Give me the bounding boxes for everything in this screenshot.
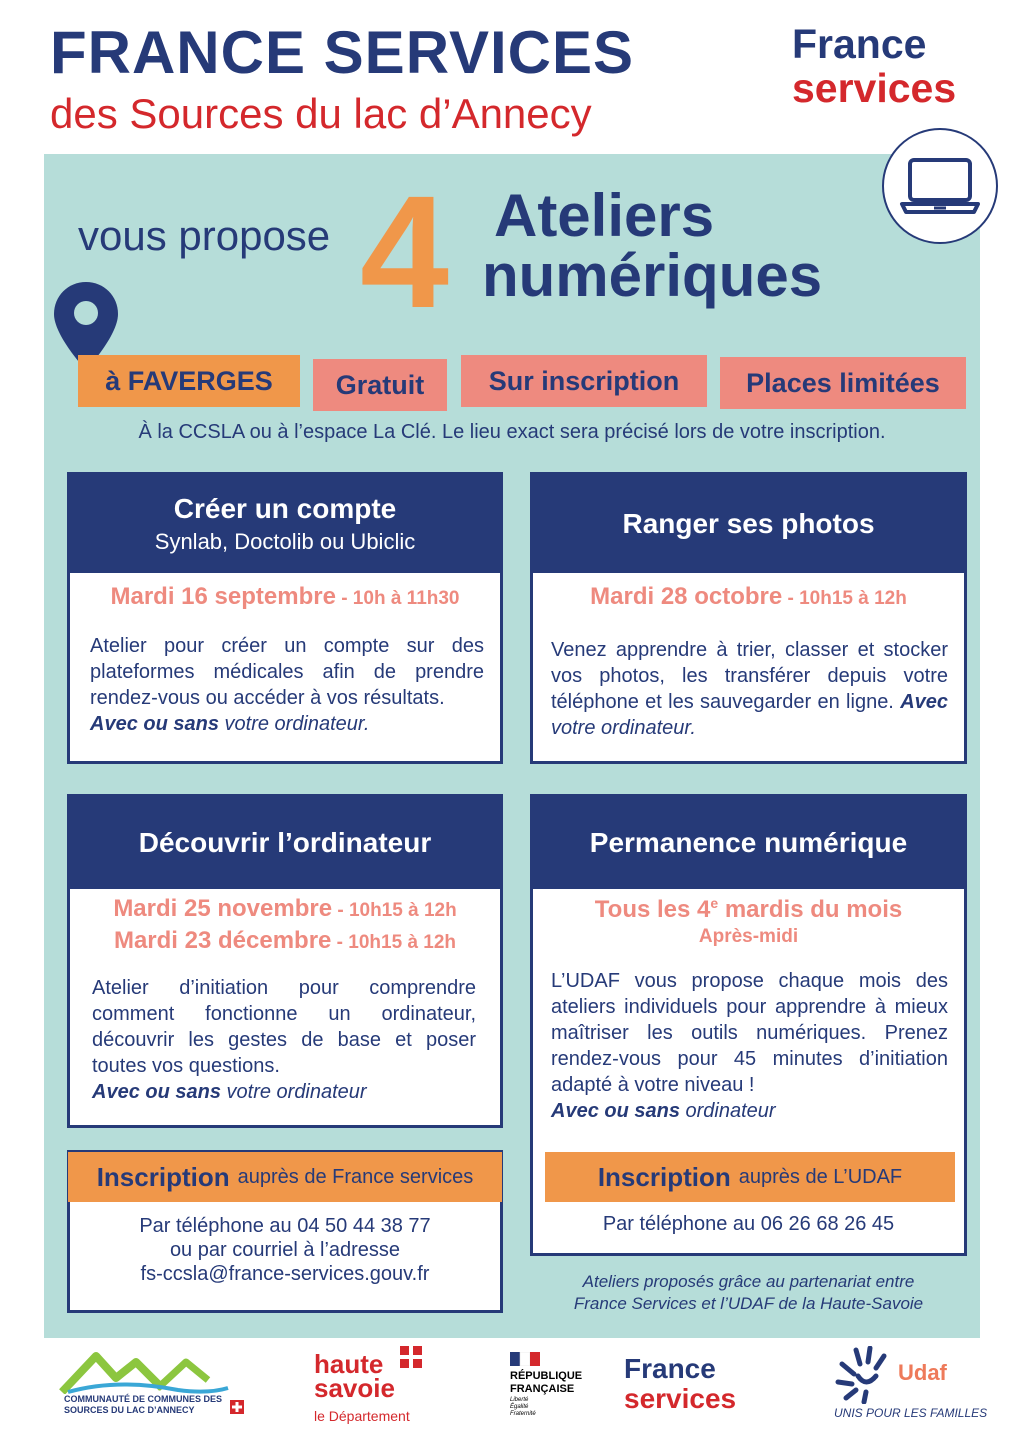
republique-francaise-logo bbox=[508, 1352, 598, 1422]
haute-savoie-wordmark bbox=[314, 1349, 395, 1403]
date-subtitle: Après-midi bbox=[698, 926, 799, 947]
savoie-cross-icon bbox=[400, 1346, 422, 1368]
udaf-name: Udaf bbox=[898, 1360, 947, 1385]
email-intro: ou par courriel à l’adresse bbox=[169, 1239, 401, 1261]
ateliers-line1: Ateliers bbox=[494, 182, 715, 249]
card-subtitle: Synlab, Doctolib ou Ubiclic bbox=[154, 529, 416, 554]
marianne-icon bbox=[510, 1352, 540, 1366]
ateliers-heading bbox=[482, 182, 823, 309]
time-label: - 10h15 à 12h bbox=[782, 588, 907, 609]
workshop-date bbox=[533, 895, 964, 924]
partner-note-line1: Ateliers proposés grâce au partenariat entre bbox=[582, 1272, 915, 1291]
free-tag: Gratuit bbox=[313, 359, 447, 411]
rf-motto-3: Fraternité bbox=[510, 1411, 536, 1417]
registration-label: Inscription bbox=[597, 1161, 731, 1192]
card-note-bold: Avec bbox=[900, 691, 948, 713]
rf-motto-1: Liberté bbox=[510, 1397, 529, 1403]
partner-note-line2: France Services et l’UDAF de la Haute-Savoie bbox=[573, 1294, 924, 1313]
email-address[interactable]: fs-ccsla@france-services.gouv.fr bbox=[140, 1263, 430, 1285]
date-label: Mardi 28 octobre bbox=[590, 583, 783, 610]
registration-bar-france-services bbox=[68, 1152, 502, 1202]
registration-sublabel: auprès de L’UDAF bbox=[738, 1165, 903, 1188]
haute-savoie-logo bbox=[312, 1346, 432, 1426]
card-title: Ranger ses photos bbox=[622, 508, 875, 539]
france-services-logo-top bbox=[792, 22, 956, 110]
registration-label: Inscription bbox=[96, 1161, 230, 1192]
card-note: votre ordinateur bbox=[220, 1081, 367, 1103]
card-note: ordinateur bbox=[679, 1100, 776, 1122]
rf-name bbox=[510, 1370, 582, 1396]
ccsla-line2: SOURCES DU LAC D’ANNECY bbox=[64, 1405, 195, 1415]
card-header bbox=[70, 797, 500, 889]
fs-line2: services bbox=[624, 1383, 737, 1414]
time-label: - 10h à 11h30 bbox=[335, 588, 460, 609]
date-label: Mardi 25 novembre bbox=[113, 895, 333, 922]
location-tag: à FAVERGES bbox=[78, 355, 300, 407]
location-note: À la CCSLA ou à l’espace La Clé. Le lieu exact sera précisé lors de votre inscription. bbox=[138, 421, 886, 443]
rf-motto bbox=[510, 1397, 536, 1418]
card-body bbox=[551, 968, 948, 1124]
card-title: Créer un compte bbox=[173, 493, 397, 524]
poster-subtitle: des Sources du lac d’Annecy bbox=[50, 90, 592, 137]
ccsla-text bbox=[64, 1394, 222, 1416]
udaf-slogan: UNIS POUR LES FAMILLES bbox=[834, 1406, 988, 1420]
workshop-date bbox=[533, 583, 964, 611]
udaf-logo bbox=[832, 1346, 988, 1426]
date-label: Mardi 23 décembre bbox=[113, 927, 332, 954]
hs-line3: le Département bbox=[314, 1408, 410, 1424]
workshop-card-photos bbox=[530, 472, 967, 764]
workshop-date bbox=[70, 927, 500, 955]
france-services-logo-footer bbox=[624, 1354, 764, 1418]
card-note-bold: Avec ou sans bbox=[92, 1081, 221, 1103]
card-title: Découvrir l’ordinateur bbox=[138, 827, 432, 858]
workshop-card-create-account bbox=[67, 472, 503, 764]
partner-note bbox=[530, 1271, 967, 1315]
propose-text: vous propose bbox=[78, 212, 331, 259]
laptop-badge bbox=[882, 128, 998, 244]
time-label: - 10h15 à 12h bbox=[331, 932, 457, 953]
card-body bbox=[92, 975, 476, 1105]
card-note-bold: Avec ou sans bbox=[90, 713, 219, 735]
fs-line1: France bbox=[624, 1353, 716, 1384]
savoie-cross-icon bbox=[230, 1400, 244, 1414]
card-description: Venez apprendre à trier, classer et stocker vos photos, les transférer depuis votre téléphone et les sauvegarder en ligne. bbox=[551, 639, 948, 713]
registration-sublabel: auprès de France services bbox=[237, 1165, 474, 1188]
poster-title: FRANCE SERVICES bbox=[50, 19, 635, 86]
card-title: Permanence numérique bbox=[589, 827, 908, 858]
card-header bbox=[533, 797, 964, 889]
date-label: Tous les 4 bbox=[594, 896, 711, 923]
rf-line1: RÉPUBLIQUE bbox=[510, 1370, 583, 1382]
card-note: votre ordinateur. bbox=[551, 717, 696, 739]
phone-line: Par téléphone au 04 50 44 38 77 bbox=[139, 1215, 431, 1237]
card-body bbox=[90, 633, 484, 737]
date-label-suffix: mardis du mois bbox=[718, 896, 903, 923]
hs-line2: savoie bbox=[314, 1373, 395, 1403]
card-description: L’UDAF vous propose chaque mois des ateliers individuels pour apprendre à mieux maîtriser les outils numériques. Prenez rendez-vous pour 45 minutes d’initiation adapté à votre niveau ! bbox=[551, 970, 948, 1096]
udaf-figures-icon bbox=[834, 1346, 898, 1404]
workshop-card-computer bbox=[67, 794, 503, 1128]
limited-places-tag: Places limitées bbox=[720, 357, 966, 409]
card-body bbox=[551, 637, 948, 741]
registration-tag: Sur inscription bbox=[461, 355, 707, 407]
mountains-icon bbox=[58, 1348, 248, 1394]
rf-motto-2: Égalité bbox=[510, 1404, 529, 1410]
card-description: Atelier d’initiation pour comprendre comment fonctionne un ordinateur, découvrir les gestes de base et poser toutes vos questions. bbox=[92, 977, 476, 1077]
udaf-phone-line: Par téléphone au 06 26 68 26 45 bbox=[602, 1213, 895, 1235]
brand-line2: services bbox=[792, 65, 957, 111]
workshop-date bbox=[70, 895, 500, 923]
date-label: Mardi 16 septembre bbox=[110, 583, 336, 610]
card-note-bold: Avec ou sans bbox=[551, 1100, 680, 1122]
registration-contact-france-services bbox=[67, 1214, 503, 1286]
card-header bbox=[533, 475, 964, 573]
ccsla-logo bbox=[58, 1348, 248, 1420]
ateliers-line2: numériques bbox=[482, 242, 823, 309]
registration-bar-udaf bbox=[545, 1152, 955, 1202]
hs-line1: haute bbox=[314, 1349, 384, 1379]
laptop-icon bbox=[898, 154, 982, 218]
workshop-count: 4 bbox=[360, 162, 449, 341]
card-header bbox=[70, 475, 500, 573]
card-note: votre ordinateur. bbox=[218, 713, 370, 735]
time-label: - 10h15 à 12h bbox=[332, 900, 457, 921]
date-superscript: e bbox=[710, 895, 719, 911]
card-description: Atelier pour créer un compte sur des plateformes médicales afin de prendre rendez-vous ou accéder à vos résultats. bbox=[90, 635, 484, 709]
rf-line2: FRANÇAISE bbox=[510, 1383, 575, 1395]
workshop-date bbox=[70, 583, 500, 611]
ccsla-line1: COMMUNAUTÉ DE COMMUNES DES bbox=[64, 1394, 223, 1404]
brand-line1: France bbox=[792, 21, 927, 67]
